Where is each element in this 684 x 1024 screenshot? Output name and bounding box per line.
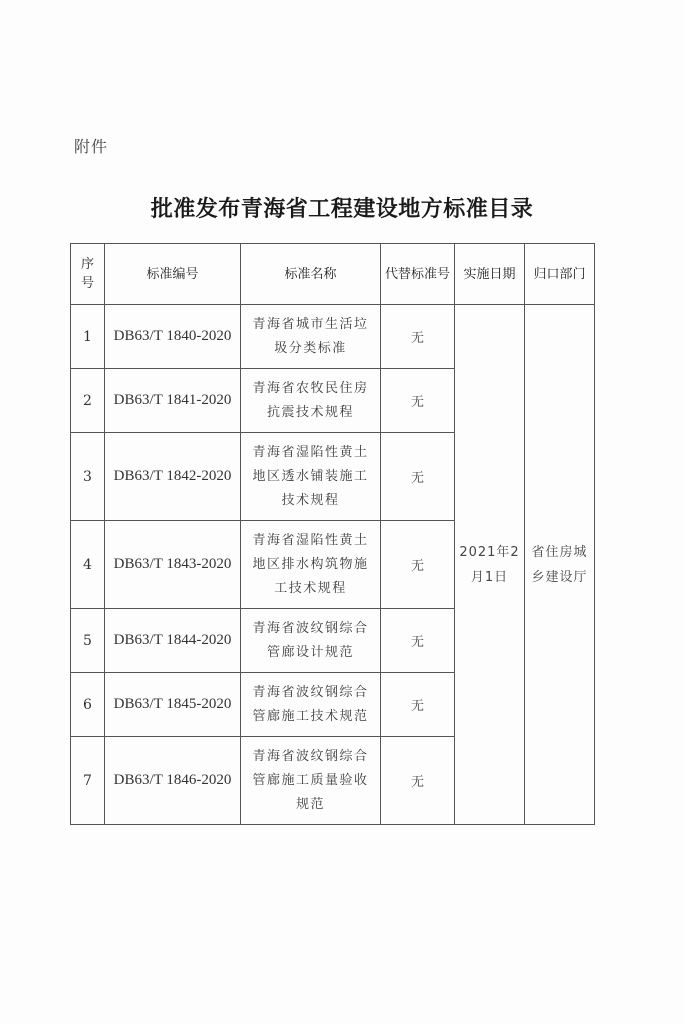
row-index: 4	[71, 521, 105, 609]
row-name: 青海省湿陷性黄土地区排水构筑物施工技术规程	[241, 521, 381, 609]
row-name: 青海省湿陷性黄土地区透水铺装施工技术规程	[241, 433, 381, 521]
department: 省住房城乡建设厅	[525, 305, 595, 825]
row-code: DB63/T 1843-2020	[105, 521, 241, 609]
row-index: 1	[71, 305, 105, 369]
document-title: 批准发布青海省工程建设地方标准目录	[150, 196, 534, 222]
row-name: 青海省波纹钢综合管廊设计规范	[241, 609, 381, 673]
attachment-label: 附件	[74, 137, 109, 156]
row-code: DB63/T 1845-2020	[105, 673, 241, 737]
row-name: 青海省波纹钢综合管廊施工质量验收规范	[241, 737, 381, 825]
header-code: 标准编号	[105, 244, 241, 305]
header-index: 序号	[71, 244, 105, 305]
row-replaced: 无	[381, 737, 455, 825]
row-code: DB63/T 1846-2020	[105, 737, 241, 825]
row-code: DB63/T 1844-2020	[105, 609, 241, 673]
row-replaced: 无	[381, 609, 455, 673]
row-code: DB63/T 1842-2020	[105, 433, 241, 521]
row-name: 青海省农牧民住房抗震技术规程	[241, 369, 381, 433]
table-header-row	[71, 244, 595, 305]
header-dept: 归口部门	[525, 244, 595, 305]
header-name: 标准名称	[241, 244, 381, 305]
row-replaced: 无	[381, 433, 455, 521]
table-row	[71, 305, 595, 369]
row-name: 青海省城市生活垃圾分类标准	[241, 305, 381, 369]
row-index: 2	[71, 369, 105, 433]
row-name: 青海省波纹钢综合管廊施工技术规范	[241, 673, 381, 737]
row-replaced: 无	[381, 305, 455, 369]
row-index: 6	[71, 673, 105, 737]
row-code: DB63/T 1840-2020	[105, 305, 241, 369]
row-replaced: 无	[381, 369, 455, 433]
implementation-date: 2021年2月1日	[455, 305, 525, 825]
row-index: 3	[71, 433, 105, 521]
row-code: DB63/T 1841-2020	[105, 369, 241, 433]
row-replaced: 无	[381, 521, 455, 609]
header-replaced: 代替标准号	[381, 244, 455, 305]
standards-table	[70, 243, 595, 825]
row-index: 7	[71, 737, 105, 825]
header-date: 实施日期	[455, 244, 525, 305]
row-replaced: 无	[381, 673, 455, 737]
row-index: 5	[71, 609, 105, 673]
